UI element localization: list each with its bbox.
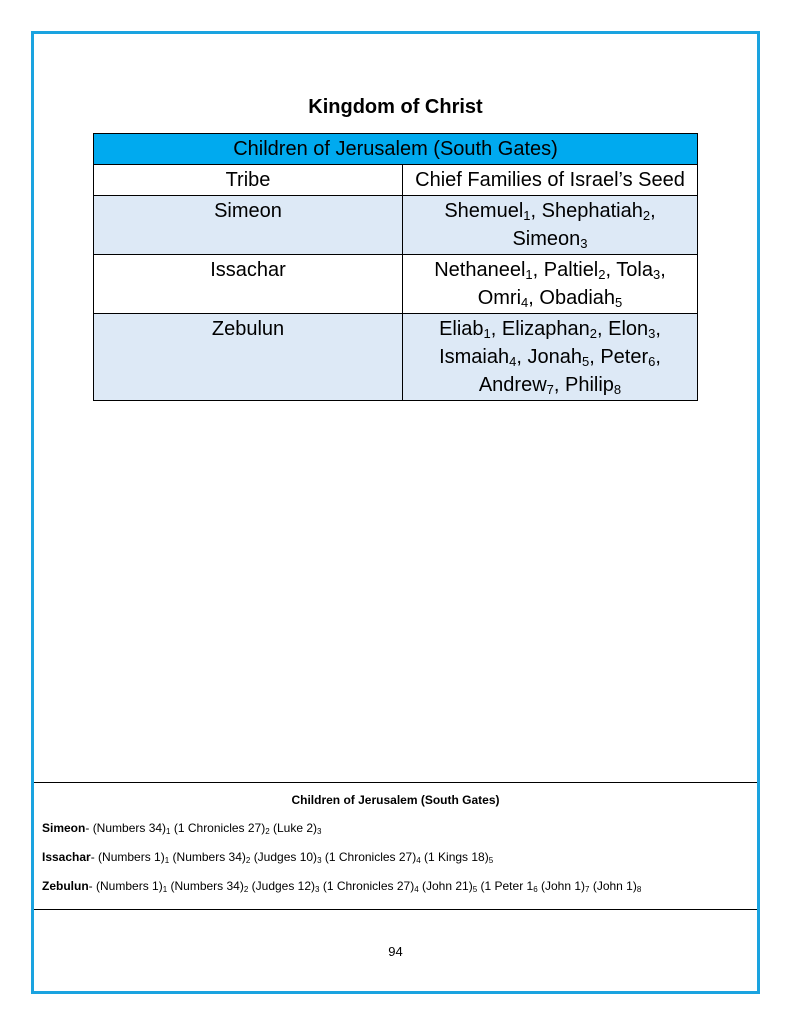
reference-index: 2: [245, 856, 251, 865]
reference-index: 8: [636, 885, 642, 894]
family-index: 3: [648, 326, 656, 341]
scripture-reference: (Judges 10): [253, 850, 318, 864]
family-index: 2: [598, 267, 606, 282]
family-index: 7: [546, 382, 554, 397]
family-name: Philip: [565, 374, 614, 396]
reference-index: 5: [488, 856, 494, 865]
family-index: 1: [525, 267, 533, 282]
scripture-reference: (1 Peter 1: [480, 879, 534, 893]
reference-index: 7: [585, 885, 590, 894]
families-cell: Shemuel$_1$, Shephatiah$_2$, Simeon$_3$: [403, 196, 698, 255]
reference-index: 3: [317, 827, 322, 836]
family-name: Obadiah: [539, 287, 616, 309]
table-heading: Children of Jerusalem (South Gates): [94, 134, 698, 165]
page-title: Kingdom of Christ: [308, 96, 483, 118]
footnotes-title: Children of Jerusalem (South Gates): [291, 793, 500, 807]
families-cell: Eliab$_1$, Elizaphan$_2$, Elon$_3$, Ismaiah$_4$, Jonah$_5$, Peter$_6$, Andrew$_7$, Philip$_8$: [403, 314, 698, 401]
family-index: 2: [642, 208, 651, 223]
family-name: Jonah: [527, 346, 582, 368]
scripture-reference: (John 21): [422, 879, 473, 893]
family-index: 4: [521, 295, 529, 310]
family-name: Ismaiah: [439, 346, 510, 368]
tribe-cell: Issachar: [94, 255, 403, 314]
reference-index: 1: [162, 885, 168, 894]
family-name: Elon: [608, 318, 649, 340]
family-index: 8: [613, 382, 622, 397]
reference-index: 3: [317, 856, 322, 865]
tribe-cell: Zebulun: [94, 314, 403, 401]
table-column-header-row: [94, 165, 698, 196]
scripture-reference: (John 1): [592, 879, 637, 893]
families-cell: Nethaneel$_1$, Paltiel$_2$, Tola$_3$, Omri$_4$, Obadiah$_5$: [403, 255, 698, 314]
family-name: Elizaphan: [501, 318, 590, 340]
family-index: 1: [483, 326, 491, 341]
reference-index: 6: [533, 885, 538, 894]
footnote-line: Simeon- (Numbers $34)_1$ (1 Chronicles $27)_2$ (Luke $2)_3$: [42, 821, 322, 836]
column-header-tribe: Tribe: [94, 165, 403, 196]
footnote-label: Issachar: [42, 850, 91, 864]
reference-index: 4: [414, 885, 419, 894]
family-index: 4: [509, 354, 517, 369]
family-index: 5: [615, 295, 623, 310]
table-row: [94, 314, 698, 401]
family-name: Shephatiah: [541, 200, 643, 222]
family-index: 1: [523, 208, 531, 223]
reference-index: 1: [164, 856, 170, 865]
reference-index: 1: [166, 827, 171, 836]
family-index: 6: [648, 354, 656, 369]
column-header-families: Chief Families of Israel’s Seed: [403, 165, 698, 196]
family-name: Andrew: [478, 374, 547, 396]
scripture-reference: (1 Chronicles 27): [173, 821, 266, 835]
gates-table: [93, 133, 698, 401]
footnote-label: Zebulun: [42, 879, 89, 893]
family-index: 3: [580, 236, 588, 251]
scripture-reference: (Luke 2): [273, 821, 318, 835]
reference-index: 5: [472, 885, 478, 894]
footnote-label: Simeon: [42, 821, 86, 835]
family-index: 2: [589, 326, 597, 341]
family-name: Simeon: [512, 228, 581, 250]
footnote-line: Issachar- (Numbers $1)_1$ (Numbers $34)_2$ (Judges $10)_3$ (1 Chronicles $27)_4$ (1 Kings $18)_5$: [42, 850, 494, 865]
scripture-reference: (1 Chronicles 27): [322, 879, 415, 893]
tribe-cell: Simeon: [94, 196, 403, 255]
family-name: Shemuel: [444, 200, 524, 222]
scripture-reference: (Numbers 34): [172, 850, 246, 864]
footnotes-section: [34, 782, 757, 910]
family-name: Eliab: [439, 318, 484, 340]
page-number: 94: [388, 944, 403, 959]
family-index: 3: [652, 267, 661, 282]
family-index: 5: [581, 354, 590, 369]
table-heading-row: [94, 134, 698, 165]
family-name: Paltiel: [543, 259, 599, 281]
scripture-reference: (1 Kings 18): [424, 850, 489, 864]
scripture-reference: (Numbers 34): [170, 879, 244, 893]
table-row: [94, 196, 698, 255]
scripture-reference: (1 Chronicles 27): [324, 850, 417, 864]
footnote-line: Zebulun- (Numbers $1)_1$ (Numbers $34)_2$ (Judges $12)_3$ (1 Chronicles $27)_4$ (John $21)_5$ (1 Peter $1_6$ (John $1)_7$ (John $1)_8$: [42, 879, 642, 894]
reference-index: 2: [243, 885, 249, 894]
family-name: Tola: [616, 259, 653, 281]
family-name: Omri: [477, 287, 522, 309]
scripture-reference: (Numbers 1): [98, 850, 165, 864]
reference-index: 4: [416, 856, 421, 865]
scripture-reference: (Numbers 34): [92, 821, 167, 835]
scripture-reference: (Numbers 1): [96, 879, 163, 893]
reference-index: 2: [265, 827, 270, 836]
table-row: [94, 255, 698, 314]
scripture-reference: (John 1): [541, 879, 586, 893]
family-name: Nethaneel: [434, 259, 526, 281]
family-name: Peter: [600, 346, 649, 368]
scripture-reference: (Judges 12): [251, 879, 316, 893]
reference-index: 3: [315, 885, 320, 894]
